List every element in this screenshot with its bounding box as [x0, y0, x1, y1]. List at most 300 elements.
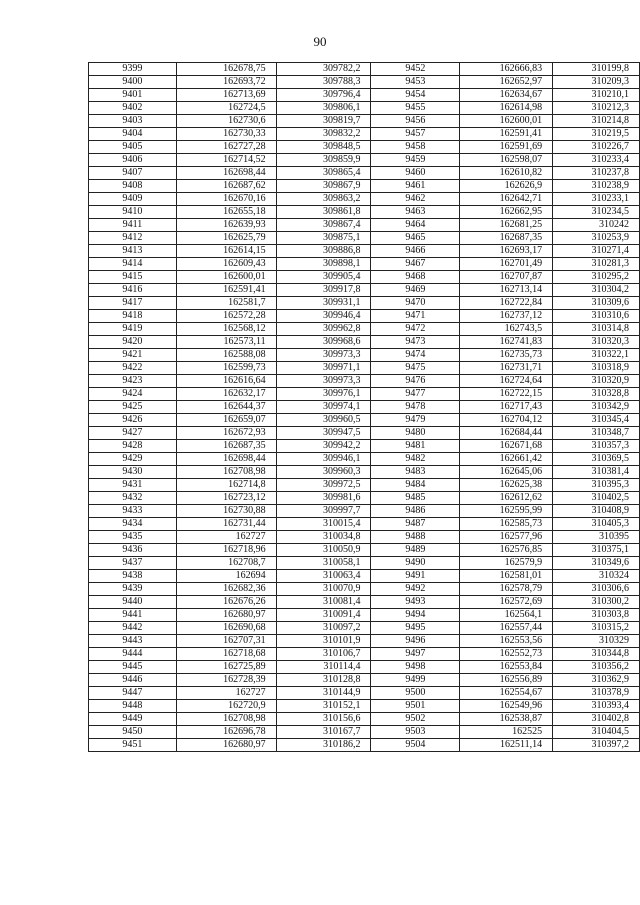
y-coordinate-cell: 309865,4: [276, 167, 371, 180]
point-number-cell: 9477: [371, 388, 460, 401]
x-coordinate-cell: 162743,5: [460, 323, 553, 336]
x-coordinate-cell: 162741,83: [460, 336, 553, 349]
point-number-cell: 9446: [89, 674, 177, 687]
y-coordinate-cell: 310348,7: [553, 427, 640, 440]
y-coordinate-cell: 310315,2: [553, 622, 640, 635]
y-coordinate-cell: 309981,6: [276, 492, 371, 505]
point-number-cell: 9453: [371, 76, 460, 89]
x-coordinate-cell: 162714,8: [176, 479, 276, 492]
y-coordinate-cell: 310106,7: [276, 648, 371, 661]
x-coordinate-cell: 162642,71: [460, 193, 553, 206]
y-coordinate-cell: 310349,6: [553, 557, 640, 570]
point-number-cell: 9430: [89, 466, 177, 479]
x-coordinate-cell: 162724,5: [176, 102, 276, 115]
x-coordinate-cell: 162730,33: [176, 128, 276, 141]
x-coordinate-cell: 162600,01: [176, 271, 276, 284]
point-number-cell: 9439: [89, 583, 177, 596]
y-coordinate-cell: 309946,1: [276, 453, 371, 466]
x-coordinate-cell: 162644,37: [176, 401, 276, 414]
x-coordinate-cell: 162600,01: [460, 115, 553, 128]
table-row: [89, 661, 640, 674]
point-number-cell: 9404: [89, 128, 177, 141]
point-number-cell: 9499: [371, 674, 460, 687]
x-coordinate-cell: 162553,84: [460, 661, 553, 674]
y-coordinate-cell: 310362,9: [553, 674, 640, 687]
y-coordinate-cell: 310050,9: [276, 544, 371, 557]
x-coordinate-cell: 162564,1: [460, 609, 553, 622]
x-coordinate-cell: 162553,56: [460, 635, 553, 648]
x-coordinate-cell: 162591,69: [460, 141, 553, 154]
y-coordinate-cell: 310345,4: [553, 414, 640, 427]
x-coordinate-cell: 162722,84: [460, 297, 553, 310]
y-coordinate-cell: 310144,9: [276, 687, 371, 700]
x-coordinate-cell: 162735,73: [460, 349, 553, 362]
point-number-cell: 9495: [371, 622, 460, 635]
point-number-cell: 9449: [89, 713, 177, 726]
y-coordinate-cell: 310381,4: [553, 466, 640, 479]
point-number-cell: 9501: [371, 700, 460, 713]
x-coordinate-cell: 162680,97: [176, 609, 276, 622]
y-coordinate-cell: 309942,2: [276, 440, 371, 453]
point-number-cell: 9454: [371, 89, 460, 102]
table-row: [89, 713, 640, 726]
x-coordinate-cell: 162727: [176, 687, 276, 700]
table-row: [89, 349, 640, 362]
point-number-cell: 9497: [371, 648, 460, 661]
x-coordinate-cell: 162725,89: [176, 661, 276, 674]
table-row: [89, 336, 640, 349]
y-coordinate-cell: 310209,3: [553, 76, 640, 89]
x-coordinate-cell: 162724,64: [460, 375, 553, 388]
y-coordinate-cell: 309997,7: [276, 505, 371, 518]
point-number-cell: 9490: [371, 557, 460, 570]
table-row: [89, 193, 640, 206]
y-coordinate-cell: 309968,6: [276, 336, 371, 349]
x-coordinate-cell: 162661,42: [460, 453, 553, 466]
point-number-cell: 9447: [89, 687, 177, 700]
point-number-cell: 9436: [89, 544, 177, 557]
point-number-cell: 9415: [89, 271, 177, 284]
point-number-cell: 9487: [371, 518, 460, 531]
x-coordinate-cell: 162588,08: [176, 349, 276, 362]
x-coordinate-cell: 162655,18: [176, 206, 276, 219]
point-number-cell: 9457: [371, 128, 460, 141]
y-coordinate-cell: 310058,1: [276, 557, 371, 570]
y-coordinate-cell: 309898,1: [276, 258, 371, 271]
point-number-cell: 9402: [89, 102, 177, 115]
x-coordinate-cell: 162639,93: [176, 219, 276, 232]
x-coordinate-cell: 162626,9: [460, 180, 553, 193]
table-row: [89, 76, 640, 89]
point-number-cell: 9437: [89, 557, 177, 570]
y-coordinate-cell: 310310,6: [553, 310, 640, 323]
table-row: [89, 63, 640, 76]
table-row: [89, 401, 640, 414]
point-number-cell: 9481: [371, 440, 460, 453]
x-coordinate-cell: 162609,43: [176, 258, 276, 271]
y-coordinate-cell: 310408,9: [553, 505, 640, 518]
table-row: [89, 310, 640, 323]
y-coordinate-cell: 310318,9: [553, 362, 640, 375]
point-number-cell: 9435: [89, 531, 177, 544]
table-row: [89, 258, 640, 271]
x-coordinate-cell: 162687,35: [460, 232, 553, 245]
y-coordinate-cell: 309886,8: [276, 245, 371, 258]
y-coordinate-cell: 309971,1: [276, 362, 371, 375]
x-coordinate-cell: 162672,93: [176, 427, 276, 440]
table-row: [89, 531, 640, 544]
y-coordinate-cell: 310210,1: [553, 89, 640, 102]
y-coordinate-cell: 310375,1: [553, 544, 640, 557]
x-coordinate-cell: 162659,07: [176, 414, 276, 427]
point-number-cell: 9419: [89, 323, 177, 336]
table-row: [89, 115, 640, 128]
y-coordinate-cell: 310303,8: [553, 609, 640, 622]
point-number-cell: 9452: [371, 63, 460, 76]
x-coordinate-cell: 162525: [460, 726, 553, 739]
table-row: [89, 453, 640, 466]
y-coordinate-cell: 310357,3: [553, 440, 640, 453]
point-number-cell: 9455: [371, 102, 460, 115]
table-row: [89, 89, 640, 102]
x-coordinate-cell: 162713,69: [176, 89, 276, 102]
table-row: [89, 479, 640, 492]
table-row: [89, 284, 640, 297]
point-number-cell: 9434: [89, 518, 177, 531]
y-coordinate-cell: 310152,1: [276, 700, 371, 713]
point-number-cell: 9470: [371, 297, 460, 310]
x-coordinate-cell: 162614,98: [460, 102, 553, 115]
y-coordinate-cell: 310167,7: [276, 726, 371, 739]
x-coordinate-cell: 162581,01: [460, 570, 553, 583]
table-row: [89, 388, 640, 401]
point-number-cell: 9476: [371, 375, 460, 388]
y-coordinate-cell: 310128,8: [276, 674, 371, 687]
table-row: [89, 622, 640, 635]
table-row: [89, 726, 640, 739]
y-coordinate-cell: 309861,8: [276, 206, 371, 219]
y-coordinate-cell: 310295,2: [553, 271, 640, 284]
table-row: [89, 557, 640, 570]
y-coordinate-cell: 310300,2: [553, 596, 640, 609]
y-coordinate-cell: 310101,9: [276, 635, 371, 648]
point-number-cell: 9485: [371, 492, 460, 505]
x-coordinate-cell: 162557,44: [460, 622, 553, 635]
table-row: [89, 609, 640, 622]
y-coordinate-cell: 309832,2: [276, 128, 371, 141]
y-coordinate-cell: 310199,8: [553, 63, 640, 76]
x-coordinate-cell: 162671,68: [460, 440, 553, 453]
point-number-cell: 9420: [89, 336, 177, 349]
table-row: [89, 427, 640, 440]
point-number-cell: 9418: [89, 310, 177, 323]
point-number-cell: 9416: [89, 284, 177, 297]
x-coordinate-cell: 162625,38: [460, 479, 553, 492]
y-coordinate-cell: 310397,2: [553, 739, 640, 752]
point-number-cell: 9498: [371, 661, 460, 674]
y-coordinate-cell: 310324: [553, 570, 640, 583]
point-number-cell: 9423: [89, 375, 177, 388]
coordinates-table: [88, 62, 640, 752]
point-number-cell: 9443: [89, 635, 177, 648]
y-coordinate-cell: 309819,7: [276, 115, 371, 128]
point-number-cell: 9486: [371, 505, 460, 518]
y-coordinate-cell: 310015,4: [276, 518, 371, 531]
x-coordinate-cell: 162598,07: [460, 154, 553, 167]
table-row: [89, 375, 640, 388]
x-coordinate-cell: 162652,97: [460, 76, 553, 89]
x-coordinate-cell: 162707,31: [176, 635, 276, 648]
point-number-cell: 9408: [89, 180, 177, 193]
point-number-cell: 9425: [89, 401, 177, 414]
point-number-cell: 9433: [89, 505, 177, 518]
table-row: [89, 505, 640, 518]
table-row: [89, 232, 640, 245]
x-coordinate-cell: 162599,73: [176, 362, 276, 375]
x-coordinate-cell: 162556,89: [460, 674, 553, 687]
table-row: [89, 297, 640, 310]
x-coordinate-cell: 162720,9: [176, 700, 276, 713]
point-number-cell: 9467: [371, 258, 460, 271]
table-row: [89, 518, 640, 531]
page-number: 90: [313, 34, 327, 49]
point-number-cell: 9489: [371, 544, 460, 557]
x-coordinate-cell: 162595,99: [460, 505, 553, 518]
table-row: [89, 570, 640, 583]
y-coordinate-cell: 310214,8: [553, 115, 640, 128]
coordinates-table-body: [89, 63, 640, 752]
y-coordinate-cell: 310281,3: [553, 258, 640, 271]
point-number-cell: 9431: [89, 479, 177, 492]
table-row: [89, 206, 640, 219]
y-coordinate-cell: 309973,3: [276, 375, 371, 388]
x-coordinate-cell: 162666,83: [460, 63, 553, 76]
y-coordinate-cell: 310253,9: [553, 232, 640, 245]
table-row: [89, 362, 640, 375]
x-coordinate-cell: 162670,16: [176, 193, 276, 206]
table-row: [89, 245, 640, 258]
x-coordinate-cell: 162581,7: [176, 297, 276, 310]
point-number-cell: 9480: [371, 427, 460, 440]
x-coordinate-cell: 162698,44: [176, 167, 276, 180]
table-row: [89, 466, 640, 479]
y-coordinate-cell: 309946,4: [276, 310, 371, 323]
point-number-cell: 9441: [89, 609, 177, 622]
x-coordinate-cell: 162616,64: [176, 375, 276, 388]
x-coordinate-cell: 162678,75: [176, 63, 276, 76]
point-number-cell: 9458: [371, 141, 460, 154]
point-number-cell: 9473: [371, 336, 460, 349]
point-number-cell: 9410: [89, 206, 177, 219]
y-coordinate-cell: 310233,4: [553, 154, 640, 167]
point-number-cell: 9401: [89, 89, 177, 102]
x-coordinate-cell: 162723,12: [176, 492, 276, 505]
y-coordinate-cell: 309947,5: [276, 427, 371, 440]
y-coordinate-cell: 309848,5: [276, 141, 371, 154]
x-coordinate-cell: 162552,73: [460, 648, 553, 661]
point-number-cell: 9459: [371, 154, 460, 167]
point-number-cell: 9413: [89, 245, 177, 258]
point-number-cell: 9472: [371, 323, 460, 336]
x-coordinate-cell: 162591,41: [460, 128, 553, 141]
point-number-cell: 9482: [371, 453, 460, 466]
y-coordinate-cell: 310329: [553, 635, 640, 648]
table-row: [89, 102, 640, 115]
x-coordinate-cell: 162708,98: [176, 466, 276, 479]
table-row: [89, 544, 640, 557]
y-coordinate-cell: 310344,8: [553, 648, 640, 661]
y-coordinate-cell: 309972,5: [276, 479, 371, 492]
y-coordinate-cell: 310378,9: [553, 687, 640, 700]
table-row: [89, 739, 640, 752]
y-coordinate-cell: 309867,4: [276, 219, 371, 232]
x-coordinate-cell: 162682,36: [176, 583, 276, 596]
y-coordinate-cell: 310402,5: [553, 492, 640, 505]
x-coordinate-cell: 162554,67: [460, 687, 553, 700]
x-coordinate-cell: 162614,15: [176, 245, 276, 258]
point-number-cell: 9503: [371, 726, 460, 739]
point-number-cell: 9412: [89, 232, 177, 245]
x-coordinate-cell: 162708,7: [176, 557, 276, 570]
point-number-cell: 9428: [89, 440, 177, 453]
x-coordinate-cell: 162572,28: [176, 310, 276, 323]
y-coordinate-cell: 310063,4: [276, 570, 371, 583]
y-coordinate-cell: 309931,1: [276, 297, 371, 310]
point-number-cell: 9460: [371, 167, 460, 180]
x-coordinate-cell: 162717,43: [460, 401, 553, 414]
point-number-cell: 9461: [371, 180, 460, 193]
table-row: [89, 583, 640, 596]
x-coordinate-cell: 162696,78: [176, 726, 276, 739]
x-coordinate-cell: 162713,14: [460, 284, 553, 297]
x-coordinate-cell: 162707,87: [460, 271, 553, 284]
x-coordinate-cell: 162718,96: [176, 544, 276, 557]
x-coordinate-cell: 162591,41: [176, 284, 276, 297]
x-coordinate-cell: 162693,72: [176, 76, 276, 89]
table-row: [89, 141, 640, 154]
point-number-cell: 9502: [371, 713, 460, 726]
x-coordinate-cell: 162693,17: [460, 245, 553, 258]
y-coordinate-cell: 310070,9: [276, 583, 371, 596]
y-coordinate-cell: 310156,6: [276, 713, 371, 726]
point-number-cell: 9479: [371, 414, 460, 427]
x-coordinate-cell: 162681,25: [460, 219, 553, 232]
x-coordinate-cell: 162727,28: [176, 141, 276, 154]
x-coordinate-cell: 162549,96: [460, 700, 553, 713]
y-coordinate-cell: 309974,1: [276, 401, 371, 414]
table-row: [89, 219, 640, 232]
y-coordinate-cell: 309960,3: [276, 466, 371, 479]
point-number-cell: 9399: [89, 63, 177, 76]
x-coordinate-cell: 162731,44: [176, 518, 276, 531]
y-coordinate-cell: 309973,3: [276, 349, 371, 362]
table-row: [89, 154, 640, 167]
point-number-cell: 9414: [89, 258, 177, 271]
point-number-cell: 9417: [89, 297, 177, 310]
x-coordinate-cell: 162722,15: [460, 388, 553, 401]
y-coordinate-cell: 310395: [553, 531, 640, 544]
x-coordinate-cell: 162577,96: [460, 531, 553, 544]
x-coordinate-cell: 162576,85: [460, 544, 553, 557]
table-row: [89, 648, 640, 661]
table-row: [89, 700, 640, 713]
point-number-cell: 9462: [371, 193, 460, 206]
x-coordinate-cell: 162538,87: [460, 713, 553, 726]
point-number-cell: 9471: [371, 310, 460, 323]
y-coordinate-cell: 310320,9: [553, 375, 640, 388]
y-coordinate-cell: 309867,9: [276, 180, 371, 193]
point-number-cell: 9424: [89, 388, 177, 401]
x-coordinate-cell: 162612,62: [460, 492, 553, 505]
point-number-cell: 9442: [89, 622, 177, 635]
point-number-cell: 9483: [371, 466, 460, 479]
y-coordinate-cell: 310405,3: [553, 518, 640, 531]
y-coordinate-cell: 309796,4: [276, 89, 371, 102]
y-coordinate-cell: 309875,1: [276, 232, 371, 245]
x-coordinate-cell: 162632,17: [176, 388, 276, 401]
x-coordinate-cell: 162662,95: [460, 206, 553, 219]
point-number-cell: 9496: [371, 635, 460, 648]
x-coordinate-cell: 162610,82: [460, 167, 553, 180]
table-row: [89, 271, 640, 284]
y-coordinate-cell: 310395,3: [553, 479, 640, 492]
y-coordinate-cell: 309863,2: [276, 193, 371, 206]
point-number-cell: 9466: [371, 245, 460, 258]
y-coordinate-cell: 310356,2: [553, 661, 640, 674]
y-coordinate-cell: 310309,6: [553, 297, 640, 310]
y-coordinate-cell: 310212,3: [553, 102, 640, 115]
y-coordinate-cell: 310226,7: [553, 141, 640, 154]
x-coordinate-cell: 162684,44: [460, 427, 553, 440]
x-coordinate-cell: 162728,39: [176, 674, 276, 687]
point-number-cell: 9494: [371, 609, 460, 622]
point-number-cell: 9478: [371, 401, 460, 414]
y-coordinate-cell: 310342,9: [553, 401, 640, 414]
y-coordinate-cell: 309962,8: [276, 323, 371, 336]
table-row: [89, 414, 640, 427]
point-number-cell: 9500: [371, 687, 460, 700]
y-coordinate-cell: 309976,1: [276, 388, 371, 401]
y-coordinate-cell: 310328,8: [553, 388, 640, 401]
point-number-cell: 9403: [89, 115, 177, 128]
x-coordinate-cell: 162680,97: [176, 739, 276, 752]
table-row: [89, 635, 640, 648]
point-number-cell: 9492: [371, 583, 460, 596]
point-number-cell: 9474: [371, 349, 460, 362]
point-number-cell: 9451: [89, 739, 177, 752]
x-coordinate-cell: 162704,12: [460, 414, 553, 427]
point-number-cell: 9400: [89, 76, 177, 89]
x-coordinate-cell: 162585,73: [460, 518, 553, 531]
table-row: [89, 180, 640, 193]
point-number-cell: 9504: [371, 739, 460, 752]
y-coordinate-cell: 310034,8: [276, 531, 371, 544]
table-row: [89, 323, 640, 336]
y-coordinate-cell: 310234,5: [553, 206, 640, 219]
point-number-cell: 9411: [89, 219, 177, 232]
table-row: [89, 128, 640, 141]
y-coordinate-cell: 310306,6: [553, 583, 640, 596]
table-row: [89, 440, 640, 453]
point-number-cell: 9468: [371, 271, 460, 284]
x-coordinate-cell: 162731,71: [460, 362, 553, 375]
y-coordinate-cell: 310219,5: [553, 128, 640, 141]
point-number-cell: 9406: [89, 154, 177, 167]
point-number-cell: 9426: [89, 414, 177, 427]
point-number-cell: 9409: [89, 193, 177, 206]
point-number-cell: 9438: [89, 570, 177, 583]
point-number-cell: 9448: [89, 700, 177, 713]
